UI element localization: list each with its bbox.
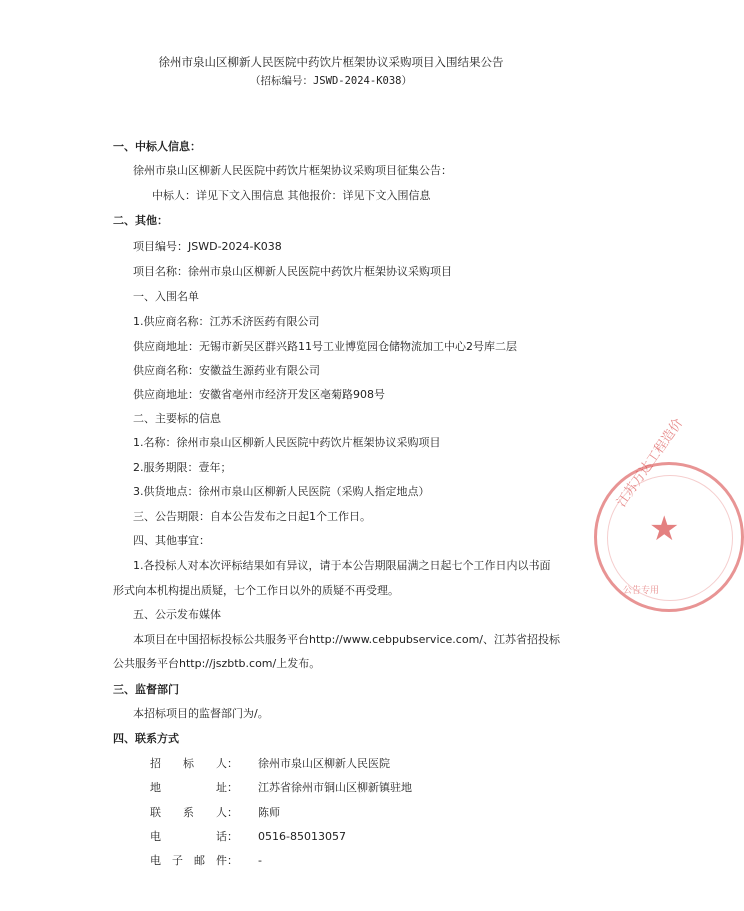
contact-value: 0516-85013057 [258, 830, 346, 843]
subheading-shortlist: 一、入围名单 [133, 290, 199, 303]
supplier-1-address: 供应商地址：无锡市新吴区群兴路11号工业博览园仓储物流加工中心2号库二层 [133, 340, 517, 353]
project-number: 项目编号：JSWD-2024-K038 [133, 240, 282, 253]
media-line-1: 本项目在中国招标投标公共服务平台http://www.cebpubservice.com/、江苏省招投标 [133, 633, 561, 646]
subheading-other-matters: 四、其他事宜： [133, 534, 210, 547]
contact-label: 招 标 人： [150, 757, 238, 770]
contact-value: 陈师 [258, 806, 280, 819]
item-place: 3.供货地点：徐州市泉山区柳新人民医院（采购人指定地点） [133, 485, 430, 498]
seal-text-bottom: 公告专用 [623, 586, 660, 596]
contact-label: 联 系 人： [150, 806, 238, 819]
contact-value: 徐州市泉山区柳新人民医院 [258, 757, 390, 770]
section-heading-contact: 四、联系方式 [113, 732, 179, 745]
section-heading-supervision: 三、监督部门 [113, 683, 179, 696]
star-icon: ★ [649, 509, 680, 549]
item-period: 2.服务期限：壹年； [133, 461, 232, 474]
supplier-2-name: 供应商名称：安徽益生源药业有限公司 [133, 364, 320, 377]
bid-number-subtitle: （招标编号：JSWD-2024-K038） [249, 75, 412, 87]
subheading-media: 五、公示发布媒体 [133, 608, 221, 621]
section-heading-other: 二、其他： [113, 214, 168, 227]
contact-value: 江苏省徐州市铜山区柳新镇驻地 [258, 781, 412, 794]
supplier-2-address: 供应商地址：安徽省亳州市经济开发区亳菊路908号 [133, 388, 385, 401]
winner-line-1: 徐州市泉山区柳新人民医院中药饮片框架协议采购项目征集公告： [133, 164, 452, 177]
media-line-2: 公共服务平台http://jszbtb.com/上发布。 [113, 657, 321, 670]
contact-value: - [258, 854, 262, 867]
subheading-main-items: 二、主要标的信息 [133, 412, 221, 425]
seal-text-top: 江苏万达工程造价 [614, 416, 687, 510]
winner-line-2: 中标人：详见下文入围信息 其他报价：详见下文入围信息 [152, 189, 431, 202]
supervision-text: 本招标项目的监督部门为/。 [133, 707, 269, 720]
item-name: 1.名称：徐州市泉山区柳新人民医院中药饮片框架协议采购项目 [133, 436, 441, 449]
page-title: 徐州市泉山区柳新人民医院中药饮片框架协议采购项目入围结果公告 [158, 55, 504, 69]
project-name: 项目名称：徐州市泉山区柳新人民医院中药饮片框架协议采购项目 [133, 265, 452, 278]
notice-period: 三、公告期限：自本公告发布之日起1个工作日。 [133, 510, 371, 523]
contact-label: 电 子 邮 件： [150, 854, 238, 867]
official-seal [594, 416, 744, 612]
other-matters-line-2: 形式向本机构提出质疑，七个工作日以外的质疑不再受理。 [113, 584, 399, 597]
supplier-1-name: 1.供应商名称：江苏禾济医药有限公司 [133, 315, 320, 328]
other-matters-line-1: 1.各投标人对本次评标结果如有异议，请于本公告期限届满之日起七个工作日内以书面 [133, 559, 551, 572]
contact-label: 电 话： [150, 830, 238, 843]
contact-label: 地 址： [150, 781, 238, 794]
section-heading-winner: 一、中标人信息： [113, 140, 201, 153]
